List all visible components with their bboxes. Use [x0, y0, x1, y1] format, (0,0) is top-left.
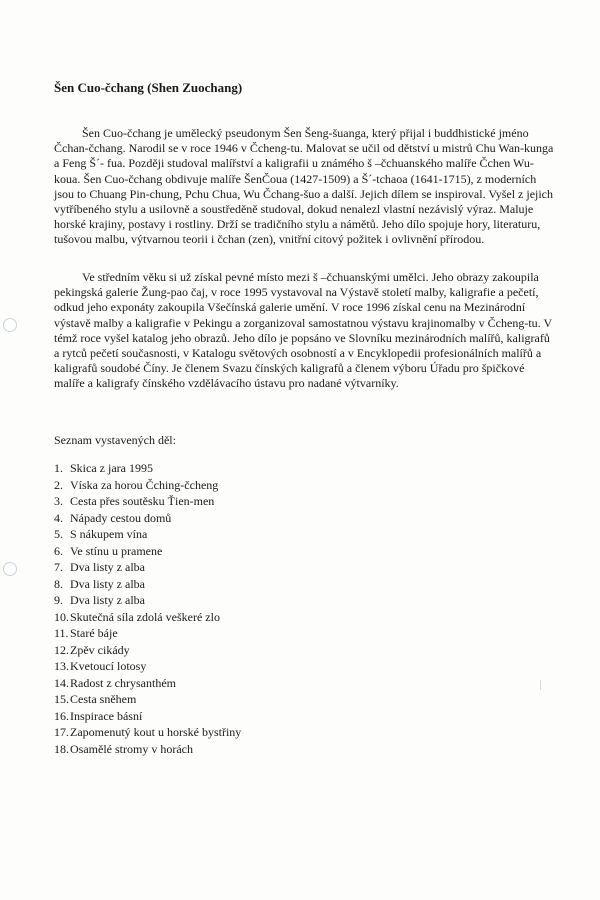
list-item-number: 8. [54, 576, 63, 591]
scan-mark [540, 680, 544, 690]
list-item-number: 18. [54, 741, 69, 756]
list-item-number: 15. [54, 692, 69, 706]
list-item-title: Víska za horou Čching-čcheng [70, 477, 219, 492]
list-item [54, 708, 241, 725]
list-item-number: 16. [54, 708, 69, 723]
list-item-title: S nákupem vína [70, 527, 148, 541]
list-item [54, 642, 241, 659]
biography-paragraph-1: Šen Cuo-čchang je umělecký pseudonym Šen Šeng-šuanga, který přijal i buddhistické jméno Čchan-čchang. Narodil se v roce 1946 v Čcheng-tu. Malovat se učil od dětství u mistrů Chu Wan-kunga a Feng Š´- fua. Později studoval malířství a kaligrafii u známého š –čchuanského malíře Čchen Wu-koua. Šen Cuo-čchang obdivuje malíře ŠenČoua (1427-1509) a Š´-tchaoa (1641-1715), z moderních jsou to Chuang Pin-chung, Pchu Chua, Wu Čchang-šuo a další. Jejich dílem se inspiroval. Vyšel z jejich vytříbeného stylu a usilovně a soustředěně studoval, dokud nenalezl vlastní nezávislý výraz. Maluje horské krajiny, postavy i rostliny. Drží se tradičního stylu a námětů. Jeho dílo spojuje hory, literaturu, tušovou malbu, výtvarnou teorii i čchan (zen), vnitřní citový požitek i ovlivnění přírodou. [54, 126, 554, 247]
list-item [54, 724, 241, 741]
list-item [54, 609, 241, 626]
list-item [54, 543, 241, 560]
list-item-title: Zpěv cikády [70, 642, 130, 657]
list-item-number: 6. [54, 543, 63, 558]
list-item-number: 17. [54, 725, 69, 739]
list-item-title: Skutečná síla zdolá veškeré zlo [70, 609, 220, 624]
list-item-title: Cesta sněhem [70, 692, 137, 706]
list-item-title: Inspirace básní [70, 708, 143, 723]
list-item-title: Dva listy z alba [70, 593, 145, 607]
list-item [54, 477, 241, 494]
list-item-title: Nápady cestou domů [70, 510, 172, 525]
list-item-number: 1. [54, 461, 63, 475]
punch-hole [3, 562, 17, 576]
list-item-title: Skica z jara 1995 [70, 461, 153, 475]
list-item [54, 741, 241, 758]
list-item-title: Zapomenutý kout u horské bystřiny [70, 725, 242, 739]
list-item [54, 460, 241, 477]
list-item-number: 14. [54, 675, 69, 690]
list-item-number: 13. [54, 659, 69, 673]
list-item [54, 691, 241, 708]
works-list [54, 460, 241, 757]
biography-paragraph-2: Ve středním věku si už získal pevné místo mezi š –čchuanskými umělci. Jeho obrazy zakoupila pekingská galerie Žung-pao čaj, v roce 1995 vystavoval na Výstavě století malby, kaligrafie a pečetí, odkud jeho exponáty zakoupila Všečínská galerie umění. V roce 1996 získal cenu na Mezinárodní výstavě malby a kaligrafie v Pekingu a zorganizoval samostatnou výstavu krajinomalby v Čcheng-tu. V témž roce vyšel katalog jeho obrazů. Jeho dílo je popsáno ve Slovníku mezinárodních malířů, kaligrafů a rytců pečetí současnosti, v Katalogu světových osobností a v Encyklopedii profesionálních malířů a kaligrafů soudobé Číny. Je členem Svazu čínských kaligrafů a členem výboru Úřadu pro špičkové malíře a kaligrafy čínského vzdělávacího ústavu pro nadané výtvarníky. [54, 270, 552, 391]
document-title: Šen Cuo-čchang (Shen Zuochang) [54, 80, 243, 95]
list-item-number: 9. [54, 593, 63, 607]
list-item [54, 658, 241, 675]
list-item-number: 5. [54, 527, 63, 541]
punch-hole [3, 318, 17, 332]
list-item [54, 526, 241, 543]
list-item-number: 2. [54, 477, 63, 492]
list-item-number: 11. [54, 626, 69, 640]
list-item [54, 493, 241, 510]
list-item [54, 592, 241, 609]
list-item-title: Radost z chrysanthém [70, 675, 176, 690]
list-item-title: Osamělé stromy v horách [70, 741, 193, 756]
list-item-number: 4. [54, 510, 63, 525]
list-item-title: Cesta přes soutěsku Ťien-men [70, 494, 215, 508]
works-list-heading: Seznam vystavených děl: [54, 433, 176, 447]
list-item [54, 559, 241, 576]
list-item-title: Staré báje [70, 626, 118, 640]
list-item-title: Kvetoucí lotosy [70, 659, 147, 673]
list-item-title: Ve stínu u pramene [70, 543, 163, 558]
list-item [54, 625, 241, 642]
list-item-number: 12. [54, 642, 69, 657]
list-item-title: Dva listy z alba [70, 576, 145, 591]
list-item-number: 7. [54, 560, 63, 574]
list-item [54, 510, 241, 527]
list-item-number: 10. [54, 609, 69, 624]
list-item-number: 3. [54, 494, 63, 508]
list-item [54, 576, 241, 593]
list-item [54, 675, 241, 692]
list-item-title: Dva listy z alba [70, 560, 145, 574]
